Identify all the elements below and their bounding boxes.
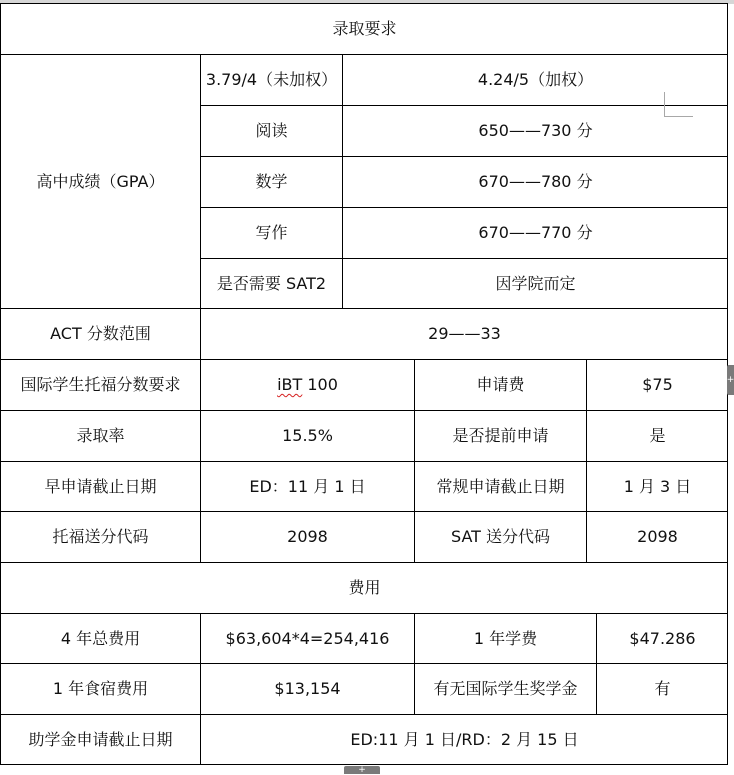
text-boundary-corner-mark — [664, 92, 693, 117]
tuition-label: 1 年学费 — [414, 613, 596, 663]
sat2-value: 因学院而定 — [342, 258, 728, 308]
math-label: 数学 — [200, 156, 342, 207]
reading-label: 阅读 — [200, 105, 342, 156]
toefl-code-value: 2098 — [200, 511, 414, 562]
gpa-weighted: 4.24/5（加权） — [342, 54, 728, 105]
ed-deadline-value: ED：11 月 1 日 — [200, 461, 414, 511]
early-application-value: 是 — [586, 410, 728, 461]
reading-value: 650——730 分 — [342, 105, 728, 156]
admit-rate-label: 录取率 — [0, 410, 200, 461]
writing-label: 写作 — [200, 207, 342, 258]
room-board-value: $13,154 — [200, 663, 414, 714]
add-row-handle[interactable] — [344, 766, 380, 774]
toefl-ibt-text: iBT — [277, 375, 303, 394]
aid-deadline-label: 助学金申请截止日期 — [0, 714, 200, 765]
room-board-label: 1 年食宿费用 — [0, 663, 200, 714]
total-cost-value: $63,604*4=254,416 — [200, 613, 414, 663]
rd-deadline-value: 1 月 3 日 — [586, 461, 728, 511]
aid-deadline-value: ED:11 月 1 日/RD：2 月 15 日 — [200, 714, 728, 765]
act-value: 29——33 — [200, 308, 728, 359]
fees-header: 费用 — [0, 562, 728, 613]
tuition-value: $47.286 — [596, 613, 728, 663]
plus-icon: + — [358, 765, 366, 775]
sat-code-label: SAT 送分代码 — [414, 511, 586, 562]
toefl-requirement-label: 国际学生托福分数要求 — [0, 359, 200, 410]
writing-value: 670——770 分 — [342, 207, 728, 258]
admission-header: 录取要求 — [0, 3, 728, 54]
sat2-label: 是否需要 SAT2 — [200, 258, 342, 308]
toefl-score-text: 100 — [307, 375, 338, 394]
intl-scholarship-value: 有 — [596, 663, 728, 714]
toefl-code-label: 托福送分代码 — [0, 511, 200, 562]
admit-rate-value: 15.5% — [200, 410, 414, 461]
gpa-unweighted: 3.79/4（未加权） — [200, 54, 342, 105]
add-column-handle[interactable] — [727, 365, 734, 395]
ed-deadline-label: 早申请截止日期 — [0, 461, 200, 511]
total-cost-label: 4 年总费用 — [0, 613, 200, 663]
act-label: ACT 分数范围 — [0, 308, 200, 359]
gpa-label: 高中成绩（GPA） — [0, 54, 200, 308]
math-value: 670——780 分 — [342, 156, 728, 207]
application-fee-value: $75 — [586, 359, 728, 410]
application-fee-label: 申请费 — [414, 359, 586, 410]
toefl-requirement-value — [200, 359, 414, 410]
sat-code-value: 2098 — [586, 511, 728, 562]
intl-scholarship-label: 有无国际学生奖学金 — [414, 663, 596, 714]
early-application-label: 是否提前申请 — [414, 410, 586, 461]
plus-icon: + — [726, 375, 734, 385]
rd-deadline-label: 常规申请截止日期 — [414, 461, 586, 511]
